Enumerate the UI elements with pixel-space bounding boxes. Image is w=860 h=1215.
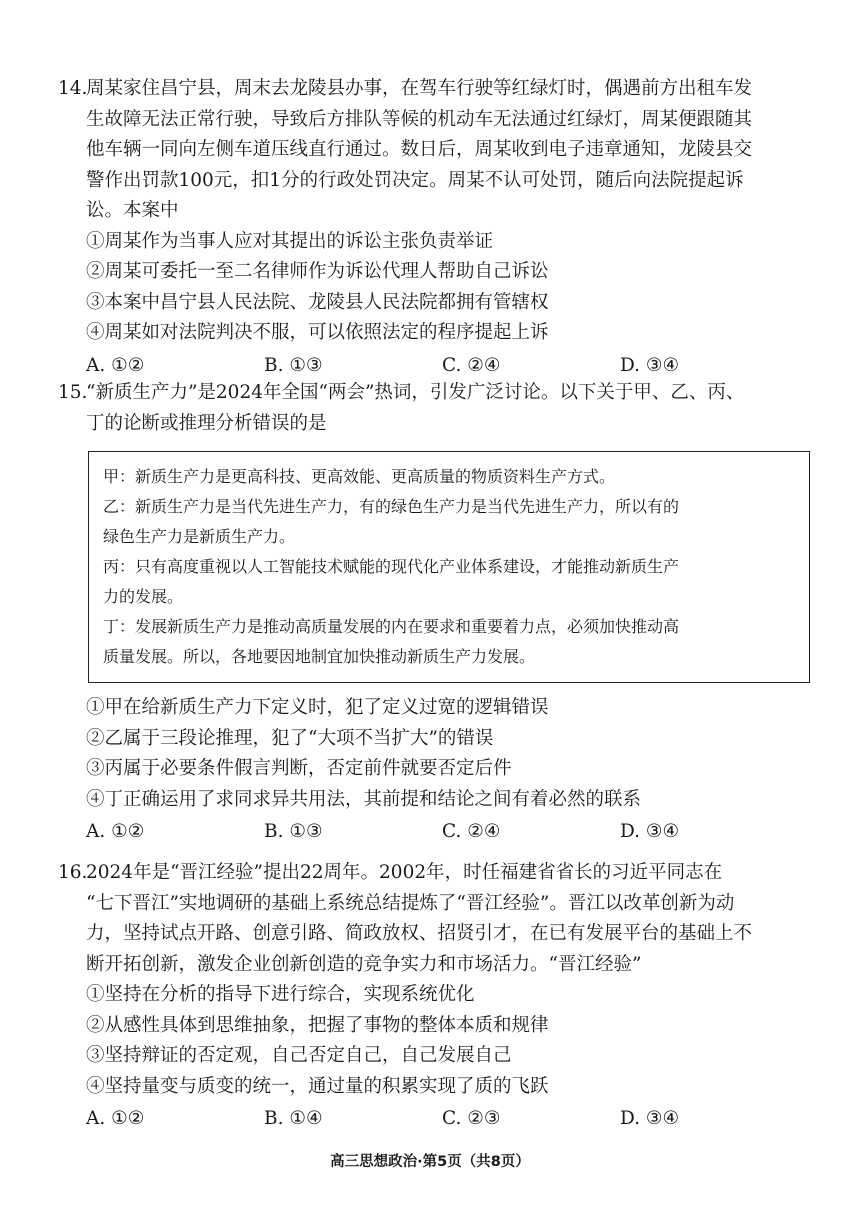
question-number: 14.: [58, 78, 88, 99]
option-d: D. ③④: [620, 354, 680, 376]
question-stem: [86, 858, 810, 980]
question-stem: [86, 378, 810, 439]
page-footer: 高三思想政治·第5页（共8页）: [330, 1154, 530, 1170]
argument-box: [88, 451, 810, 683]
statement: ②从感性具体到思维抽象，把握了事物的整体本质和规律: [86, 1014, 549, 1036]
statement: ④丁正确运用了求同求异共用法，其前提和结论之间有着必然的联系: [86, 788, 642, 810]
stem-line: 警作出罚款100元，扣1分的行政处罚决定。周某不认可处罚，随后向法院提起诉: [86, 169, 744, 191]
statement: ④周某如对法院判决不服，可以依照法定的程序提起上诉: [86, 322, 549, 343]
question-number: 15.: [58, 382, 88, 403]
option-b: B. ①③: [264, 821, 323, 842]
box-line: 甲：新质生产力是更高科技、更高效能、更高质量的物质资料生产方式。: [103, 467, 616, 486]
stem-line: “七下晋江”实地调研的基础上系统总结提炼了“晋江经验”。晋江以改革创新为动: [86, 892, 735, 914]
option-b: B. ①③: [264, 354, 323, 376]
statement: ③坚持辩证的否定观，自己否定自己，自己发展自己: [86, 1045, 512, 1066]
option-a: A. ①②: [86, 1108, 145, 1129]
option-d: D. ③④: [620, 1108, 680, 1129]
statement: ①甲在给新质生产力下定义时，犯了定义过宽的逻辑错误: [86, 697, 549, 718]
statement: ②乙属于三段论推理，犯了“大项不当扩大”的错误: [86, 727, 494, 749]
option-c: C. ②③: [442, 1108, 501, 1129]
answer-options: [86, 351, 810, 382]
box-line: 乙：新质生产力是当代先进生产力，有的绿色生产力是当代先进生产力，所以有的: [103, 497, 680, 516]
stem-line: 他车辆一同向左侧车道压线直行通过。数日后，周某收到电子违章通知，龙陵县交: [86, 139, 753, 160]
question-14: [58, 74, 810, 381]
statement: ③丙属于必要条件假言判断，否定前件就要否定后件: [86, 758, 512, 779]
answer-options: [86, 817, 810, 848]
statement: ④坚持量变与质变的统一，通过量的积累实现了质的飞跃: [86, 1075, 549, 1097]
option-a: A. ①②: [86, 821, 145, 842]
box-line: 丙：只有高度重视以人工智能技术赋能的现代化产业体系建设，才能推动新质生产: [103, 557, 680, 576]
option-a: A. ①②: [86, 354, 145, 376]
option-d: D. ③④: [620, 821, 680, 842]
box-line: 力的发展。: [103, 587, 184, 606]
statement: ③本案中昌宁县人民法院、龙陵县人民法院都拥有管辖权: [86, 291, 549, 313]
box-line: 丁：发展新质生产力是推动高质量发展的内在要求和重要着力点，必须加快推动高: [103, 617, 680, 636]
question-16: [58, 858, 810, 1135]
question-stem: [86, 74, 810, 227]
option-c: C. ②④: [442, 821, 501, 842]
question-number: 16.: [58, 862, 88, 883]
option-c: C. ②④: [442, 354, 501, 376]
statement: ①坚持在分析的指导下进行综合，实现系统优化: [86, 984, 475, 1005]
option-b: B. ①④: [264, 1108, 323, 1129]
stem-line: 断开拓创新，激发企业创新创造的竞争实力和市场活力。“晋江经验”: [86, 953, 642, 975]
stem-line: 力，坚持试点开路、创意引路、简政放权、招贤引才，在已有发展平台的基础上不: [86, 923, 753, 944]
statement: ②周某可委托一至二名律师作为诉讼代理人帮助自己诉讼: [86, 261, 549, 282]
stem-line: “新质生产力”是2024年全国“两会”热词，引发广泛讨论。以下关于甲、乙、丙、: [86, 382, 745, 403]
question-15: [58, 378, 810, 848]
statement: ①周某作为当事人应对其提出的诉讼主张负责举证: [86, 230, 494, 252]
box-line: 质量发展。所以，各地要因地制宜加快推动新质生产力发展。: [103, 647, 536, 666]
stem-line: 丁的论断或推理分析错误的是: [86, 412, 327, 434]
stem-line: 2024年是“晋江经验”提出22周年。2002年，时任福建省省长的习近平同志在: [86, 862, 723, 883]
stem-line: 周某家住昌宁县，周末去龙陵县办事，在驾车行驶等红绿灯时，偶遇前方出租车发: [86, 78, 753, 99]
box-line: 绿色生产力是新质生产力。: [103, 527, 296, 546]
answer-options: [86, 1104, 810, 1135]
stem-line: 生故障无法正常行驶，导致后方排队等候的机动车无法通过红绿灯，周某便跟随其: [86, 108, 753, 130]
stem-line: 讼。本案中: [86, 200, 179, 221]
